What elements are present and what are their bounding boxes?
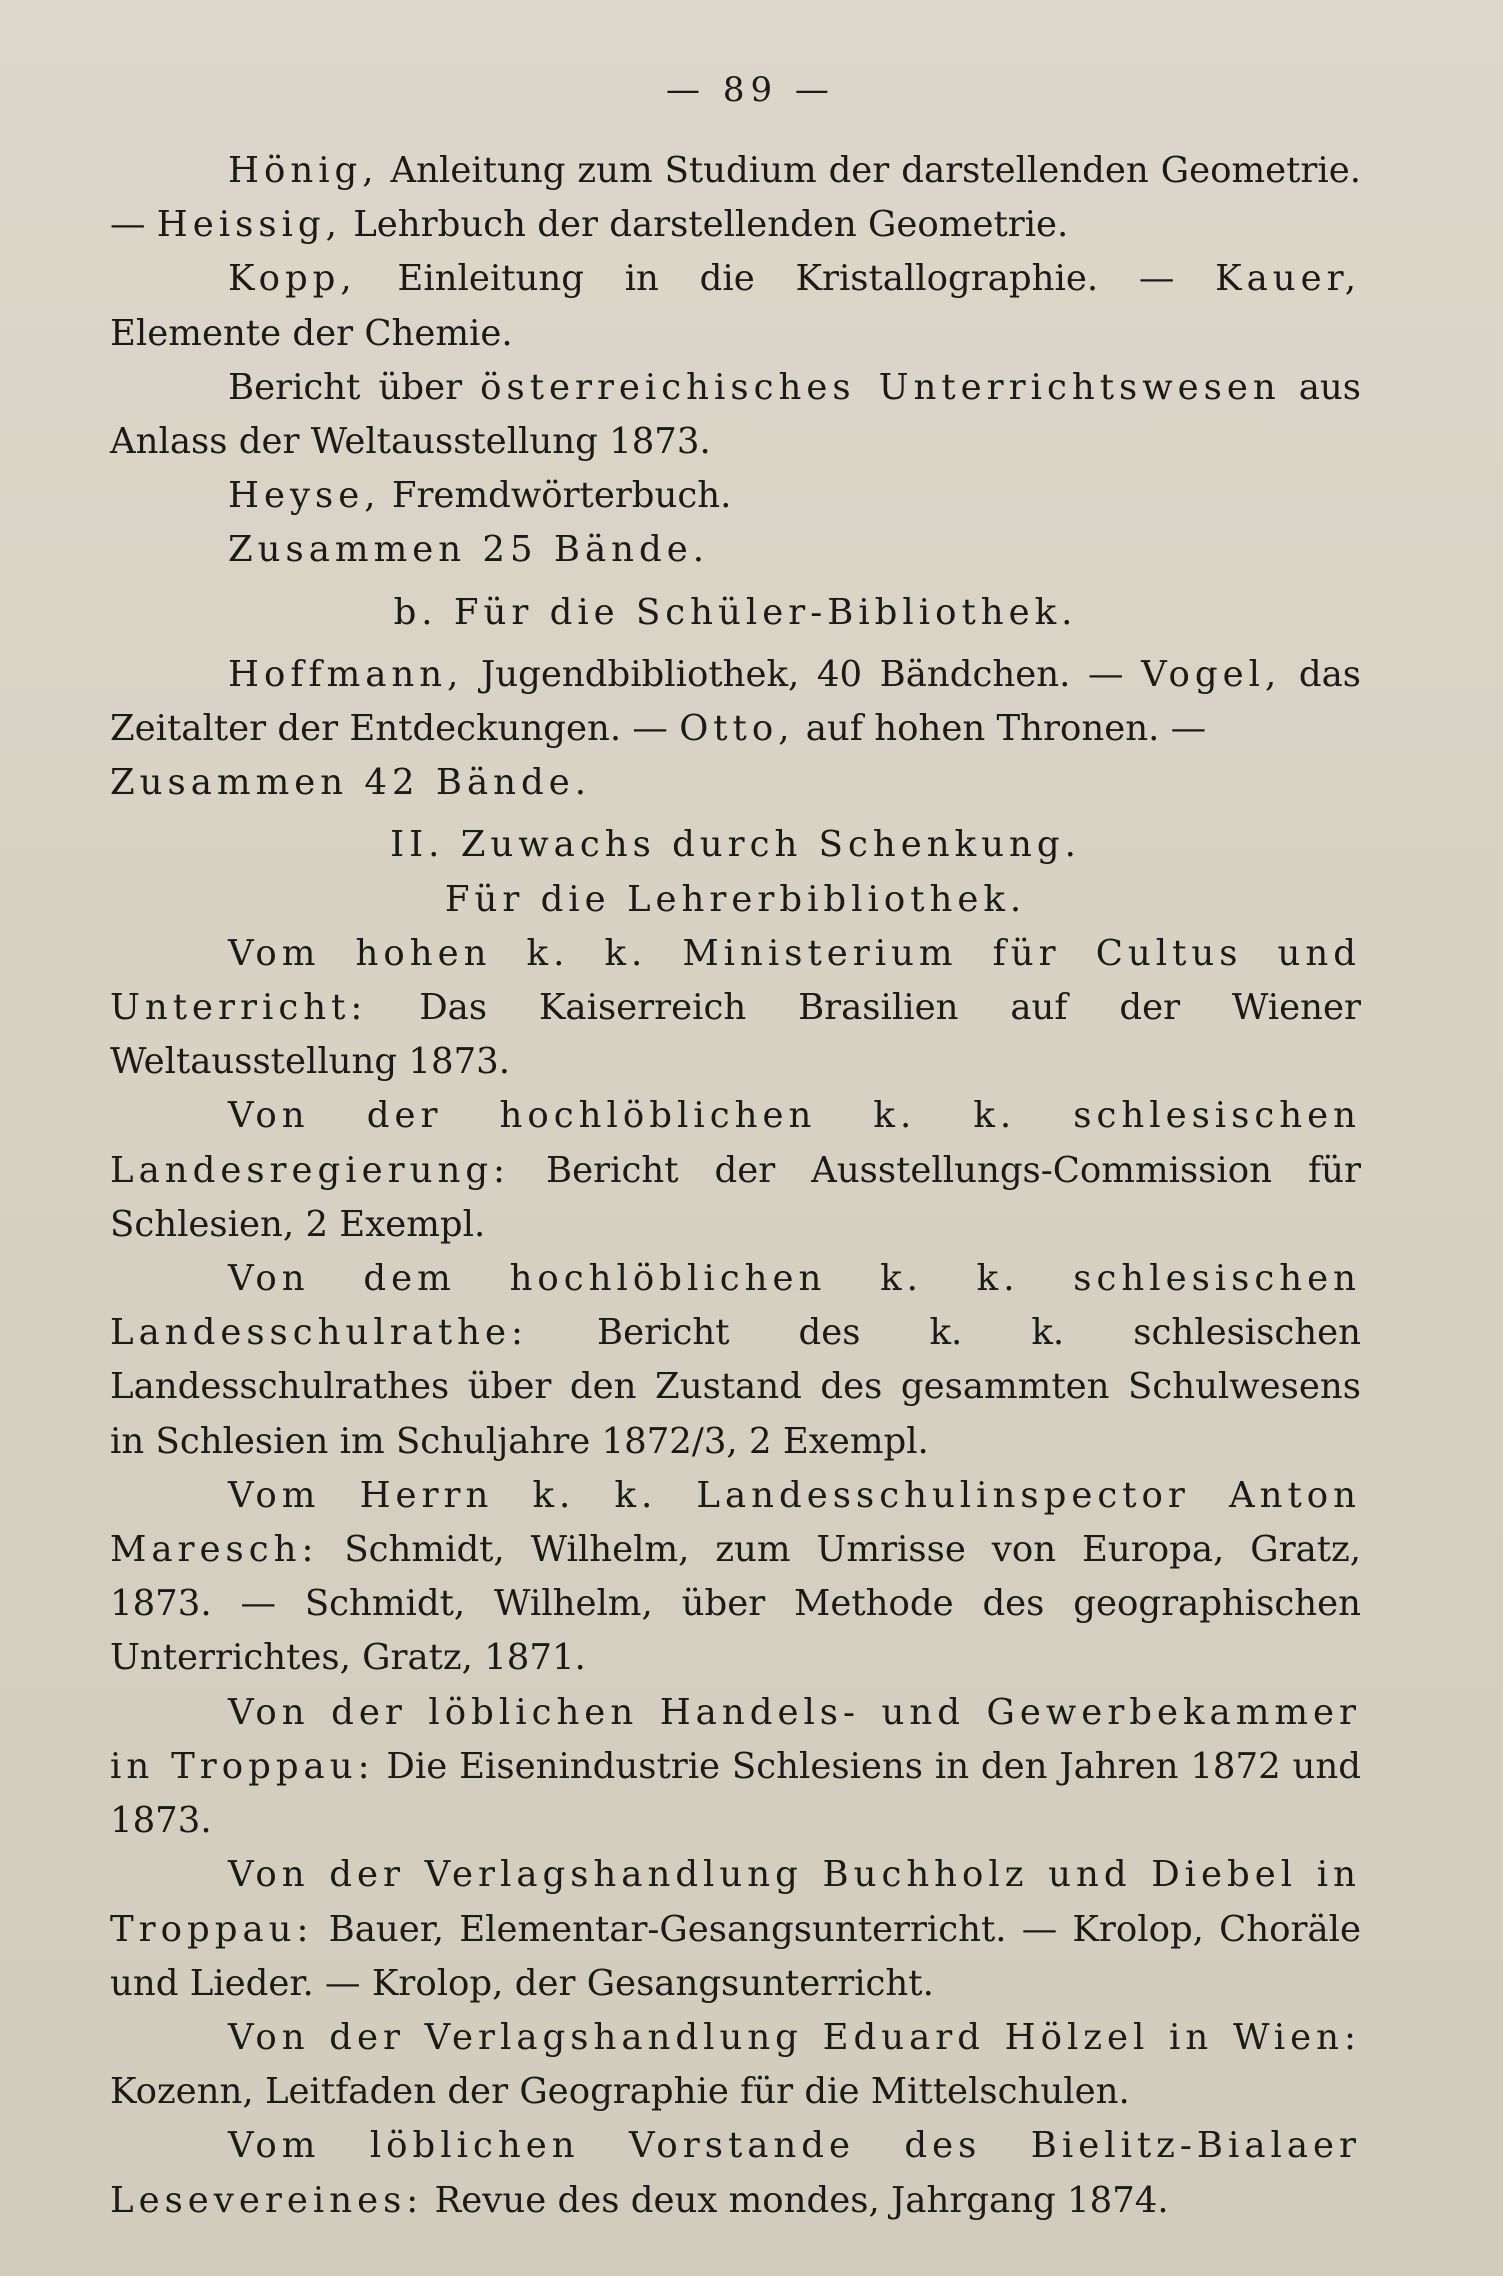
author-kauer: Kauer, [1215,258,1361,300]
donor: Vom löblichen Vorstande des Bielitz-Bialaer Lesevereines: [110,2125,1361,2221]
donor: Von der hochlöblichen k. k. schlesischen Landesregierung: [110,1095,1361,1191]
donation-leseverein [110,2119,1361,2227]
donation-text: Bericht des k. k. schlesischen Landesschulrathes über den Zustand des gesammten Schulwesens in Schlesien im Schuljahre 1872/3, 2 Exempl. [110,1312,1361,1462]
donor: Von dem hochlöblichen k. k. schlesischen Landesschulrathe: [110,1258,1361,1354]
author-vogel: Vogel, [1141,653,1282,695]
donation-text: Das Kaiserreich Brasilien auf der Wiener Weltausstellung 1873. [110,987,1361,1083]
donation-landesschulrath [110,1252,1361,1469]
author-hoffmann: Hoffmann, [228,653,464,695]
entry-text: das Zeitalter der Entdeckungen. — [110,653,1361,750]
donation-landesregierung [110,1089,1361,1252]
entry-text: Einleitung in die Kristallographie. — [356,258,1216,300]
donor: Vom Herrn k. k. Landesschulinspector Anton Maresch: [110,1474,1361,1571]
total-teachers: Zusammen 25 Bände. [228,529,709,571]
section-teacher-heading: Für die Lehrerbibliothek. [444,878,1027,920]
donation-handelskammer [110,1686,1361,1849]
donation-text: Bericht der Ausstellungs-Commission für Schlesien, 2 Exempl. [110,1149,1361,1245]
donation-text: Die Eisenindustrie Schlesiens in den Jahren 1872 und 1873. [110,1745,1361,1842]
entry-hoenig [110,144,1361,252]
section-b-heading: b. Für die Schüler-Bibliothek. [393,591,1078,633]
page-number: — 89 — [666,70,835,110]
entry-text: Bericht über [228,366,481,408]
author-kopp: Kopp, [228,258,357,300]
donor: Von der Verlagshandlung Eduard Hölzel in Wien: [228,2016,1361,2058]
donation-text: Kozenn, Leitfaden der Geographie für die Mittelschulen. [110,2071,1130,2113]
entry-text: Elemente der Chemie. [110,312,513,354]
donation-text: Bauer, Elementar-Gesangsunterricht. — Krolop, Choräle und Lieder. — Krolop, der Gesangsunterricht. [110,1908,1361,2004]
entry-text: Lehrbuch der darstellenden Geometrie. [341,204,1069,246]
entry-bericht [110,361,1361,469]
donation-ministerium [110,927,1361,1090]
donation-text: Revue des deux mondes, Jahrgang 1874. [423,2179,1169,2221]
entry-text: auf hohen Thronen. — [794,708,1207,750]
author-heissig: Heissig, [156,204,342,246]
entry-text: aus Anlass der Weltausstellung 1873. [110,366,1361,463]
author-otto: Otto, [679,708,795,750]
entry-heyse [110,469,1361,523]
total-students: Zusammen 42 Bände. [110,762,591,804]
entry-text: Anleitung zum Studium der darstellenden Geometrie. — [110,150,1361,246]
entry-kopp [110,252,1361,360]
donation-maresch [110,1469,1361,1686]
entry-emphasis: österreichisches Unterrichtswesen [480,366,1281,408]
donation-buchholz-diebel [110,1848,1361,2011]
donor: Von der löblichen Handels- und Gewerbekammer in Troppau: [110,1691,1361,1787]
donor: Vom hohen k. k. Ministerium für Cultus und Unterricht: [110,932,1361,1029]
section-ii-heading: II. Zuwachs durch Schenkung. [390,824,1081,866]
author-hoenig: Hönig, [228,150,379,191]
entry-text: Jugendbibliothek, 40 Bändchen. — [463,653,1142,695]
entry-hoffmann [110,648,1361,756]
donation-hoelzel [110,2011,1361,2119]
donor: Von der Verlagshandlung Buchholz und Diebel in Troppau: [110,1854,1361,1950]
entry-text: Fremdwörterbuch. [380,475,732,517]
author-heyse: Heyse, [228,475,381,517]
donation-text: Schmidt, Wilhelm, zum Umrisse von Europa, Gratz, 1873. — Schmidt, Wilhelm, über Methode des geographischen Unterrichtes, Gratz, 1871. [110,1529,1361,1679]
